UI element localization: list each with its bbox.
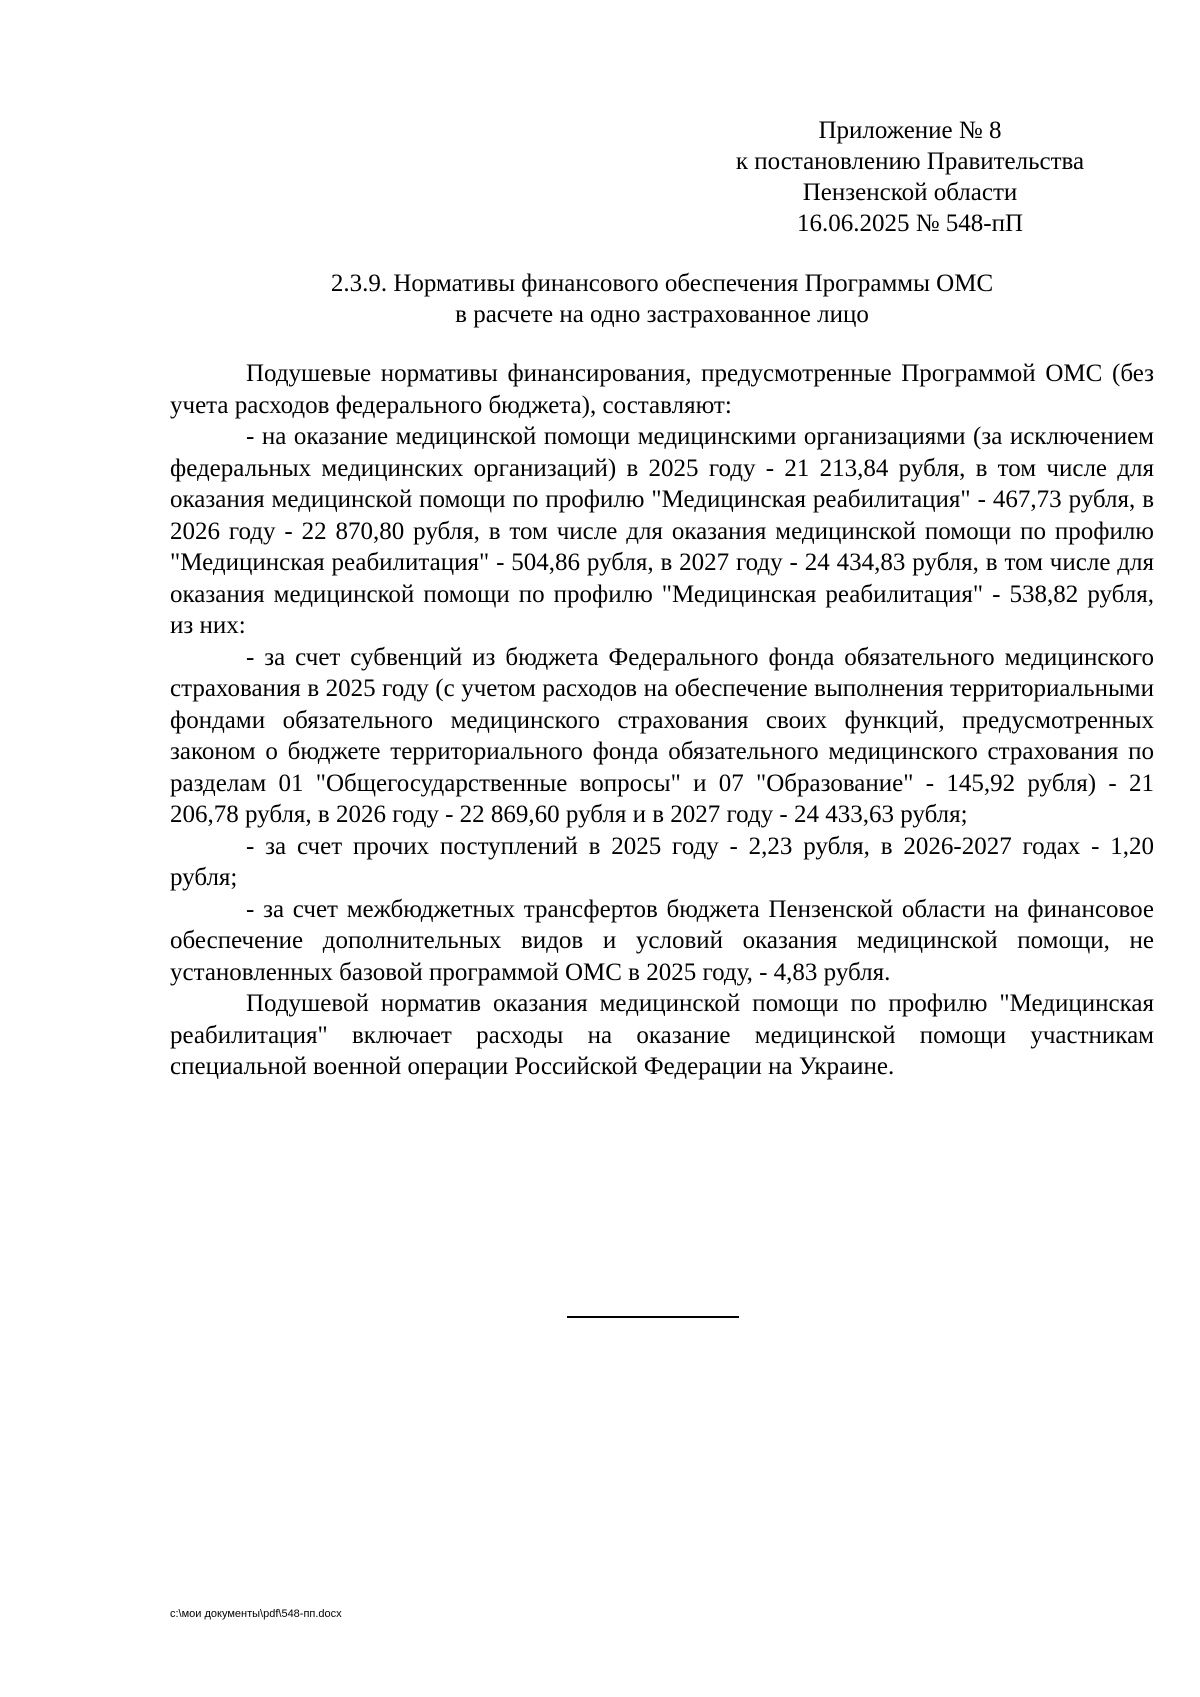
paragraph-subventions: - за счет субвенций из бюджета Федерального фонда обязательного медицинского страхования в 2025 году (с учетом расходов на обеспечение выполнения территориальными фондами обязательного медицинского страхования своих функций, предусмотренных законом о бюджете территориального фонда обязательного медицинского страхования по разделам 01 "Общегосударственные вопросы" и 07 "Образование" - 145,92 рубля) - 21 206,78 рубля, в 2026 году - 22 869,60 рубля и в 2027 году - 24 433,63 рубля; — [170, 643, 1154, 828]
appendix-number: Приложение № 8 — [818, 117, 1002, 144]
appendix-block — [700, 115, 1120, 239]
heading-line-1: 2.3.9. Нормативы финансового обеспечения Программы ОМС — [330, 270, 994, 297]
paragraph-intro: Подушевые нормативы финансирования, предусмотренные Программой ОМС (без учета расходов федерального бюджета), составляют: — [170, 360, 1154, 419]
file-path-footer: c:\мои документы\pdf\548-пп.docx — [170, 1608, 342, 1620]
paragraph-medical-organizations: - на оказание медицинской помощи медицинскими организациями (за исключением федеральных медицинских организаций) в 2025 году - 21 213,84 рубля, в том числе для оказания медицинской помощи по профилю "Медицинская реабилитация" - 467,73 рубля, в 2026 году - 22 870,80 рубля, в том числе для оказания медицинской помощи по профилю "Медицинская реабилитация" - 504,86 рубля, в 2027 году - 24 434,83 рубля, в том числе для оказания медицинской помощи по профилю "Медицинская реабилитация" - 538,82 рубля, из них: — [170, 423, 1154, 639]
section-heading — [170, 268, 1154, 330]
heading-line-2: в расчете на одно застрахованное лицо — [455, 301, 869, 328]
appendix-date-number: 16.06.2025 № 548-пП — [796, 210, 1024, 237]
paragraph-interbudget-transfers: - за счет межбюджетных трансфертов бюджета Пензенской области на финансовое обеспечение дополнительных видов и условий оказания медицинской помощи, не установленных базовой программой ОМС в 2025 году, - 4,83 рубля. — [170, 895, 1154, 986]
appendix-reference: к постановлению Правительства — [735, 148, 1085, 175]
appendix-region: Пензенской области — [802, 179, 1018, 206]
document-body — [170, 358, 1154, 1083]
paragraph-rehabilitation: Подушевой норматив оказания медицинской помощи по профилю "Медицинская реабилитация" включает расходы на оказание медицинской помощи участникам специальной военной операции Российской Федерации на Украине. — [170, 990, 1154, 1080]
closing-divider — [567, 1316, 739, 1318]
paragraph-other-income: - за счет прочих поступлений в 2025 году - 2,23 рубля, в 2026-2027 годах - 1,20 рубля; — [170, 832, 1154, 891]
